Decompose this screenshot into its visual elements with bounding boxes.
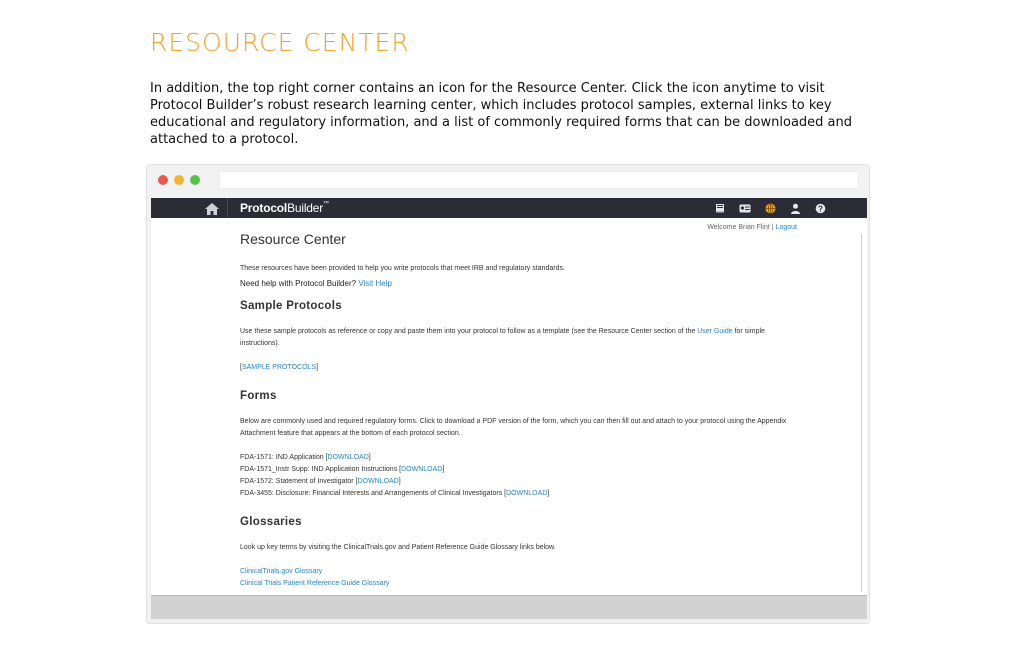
help-line — [240, 279, 800, 288]
nav-icon-group — [713, 201, 827, 215]
browser-viewport — [151, 198, 867, 619]
minimize-dot-icon[interactable] — [174, 175, 184, 185]
forms-title: Forms — [240, 390, 277, 402]
scrollbar[interactable] — [861, 234, 862, 592]
page-title: Resource Center — [240, 231, 346, 247]
user-icon[interactable] — [788, 201, 802, 215]
home-icon[interactable] — [205, 202, 219, 214]
nav-divider — [227, 198, 228, 218]
form-item: FDA-1572: Statement of Investigator [DOWNLOAD] — [240, 478, 401, 485]
logo-tm: ™ — [323, 201, 329, 207]
patient-reference-glossary-link[interactable]: Clinical Trials Patient Reference Guide Glossary — [240, 580, 390, 587]
sample-desc-before: Use these sample protocols as reference or copy and paste them into your protocol to follow as a template (see the Resource Center section of the — [240, 328, 696, 335]
welcome-text: Welcome Brian Flint — [707, 224, 770, 231]
help-icon[interactable] — [813, 201, 827, 215]
id-card-icon[interactable] — [738, 201, 752, 215]
form-label: FDA-1571_Instr Supp: IND Application Instructions — [240, 466, 398, 473]
svg-text:?: ? — [817, 203, 823, 213]
form-label: FDA-1572: Statement of Investigator — [240, 478, 354, 485]
page-footer-bar — [151, 595, 867, 619]
globe-icon[interactable] — [763, 201, 777, 215]
download-link[interactable]: DOWNLOAD — [327, 454, 369, 461]
logo-light-text: Builder — [287, 201, 324, 215]
form-label: FDA-3455: Disclosure: Financial Interests and Arrangements of Clinical Investigators — [240, 490, 503, 497]
window-controls — [158, 175, 200, 185]
form-item: FDA-1571: IND Application [DOWNLOAD] — [240, 454, 371, 461]
maximize-dot-icon[interactable] — [190, 175, 200, 185]
close-dot-icon[interactable] — [158, 175, 168, 185]
glossaries-desc: Look up key terms by visiting the ClinicalTrials.gov and Patient Reference Guide Glossary links below. — [240, 544, 556, 551]
visit-help-link[interactable]: Visit Help — [358, 279, 392, 288]
sample-protocols-title: Sample Protocols — [240, 300, 342, 312]
form-label: FDA-1571: IND Application — [240, 454, 324, 461]
sample-desc-after: for simple instructions). — [240, 328, 765, 347]
resource-center-content — [240, 231, 800, 590]
logo-bold-text: Protocol — [240, 201, 288, 215]
download-link[interactable]: DOWNLOAD — [357, 478, 399, 485]
intro-paragraph: In addition, the top right corner contains an icon for the Resource Center. Click the icon anytime to visit Protocol Builder’s robust research learning center, which includes protocol samples, external links to key educational and regulatory information, and a list of commonly required forms that can be downloaded and attached to a protocol. — [150, 81, 852, 147]
clinicaltrials-glossary-link[interactable]: ClinicalTrials.gov Glossary — [240, 568, 323, 575]
download-link[interactable]: DOWNLOAD — [506, 490, 548, 497]
resources-intro: These resources have been provided to help you write protocols that meet IRB and regulatory standards. — [240, 265, 565, 272]
section-heading: RESOURCE CENTER — [150, 28, 410, 57]
logout-link[interactable]: Logout — [775, 224, 797, 231]
address-bar[interactable] — [219, 171, 859, 189]
welcome-separator: | — [771, 224, 774, 231]
welcome-bar — [707, 224, 797, 231]
sample-protocols-link[interactable]: SAMPLE PROTOCOLS — [241, 364, 317, 371]
forms-desc: Below are commonly used and required regulatory forms. Click to download a PDF version of the form, which you can then fill out and attach to your protocol using the Appendix Attachment feature that appears at the bottom of each protocol section. — [240, 418, 787, 437]
form-item: FDA-1571_Instr Supp: IND Application Instructions [DOWNLOAD] — [240, 466, 445, 473]
book-icon[interactable] — [713, 201, 727, 215]
protocolbuilder-logo[interactable] — [240, 201, 329, 215]
form-item: FDA-3455: Disclosure: Financial Interests and Arrangements of Clinical Investigators [DOWNLOAD] — [240, 490, 550, 497]
download-link[interactable]: DOWNLOAD — [401, 466, 443, 473]
sample-protocols-desc — [240, 326, 800, 350]
forms-list — [240, 452, 800, 500]
user-guide-link[interactable]: User Guide — [697, 328, 733, 335]
glossary-item — [240, 578, 800, 590]
glossary-item — [240, 566, 800, 578]
app-navbar — [151, 198, 867, 218]
browser-window — [146, 164, 870, 624]
help-prefix: Need help with Protocol Builder? — [240, 279, 357, 288]
sample-protocols-line: [SAMPLE PROTOCOLS] — [240, 364, 319, 371]
glossaries-title: Glossaries — [240, 516, 302, 528]
